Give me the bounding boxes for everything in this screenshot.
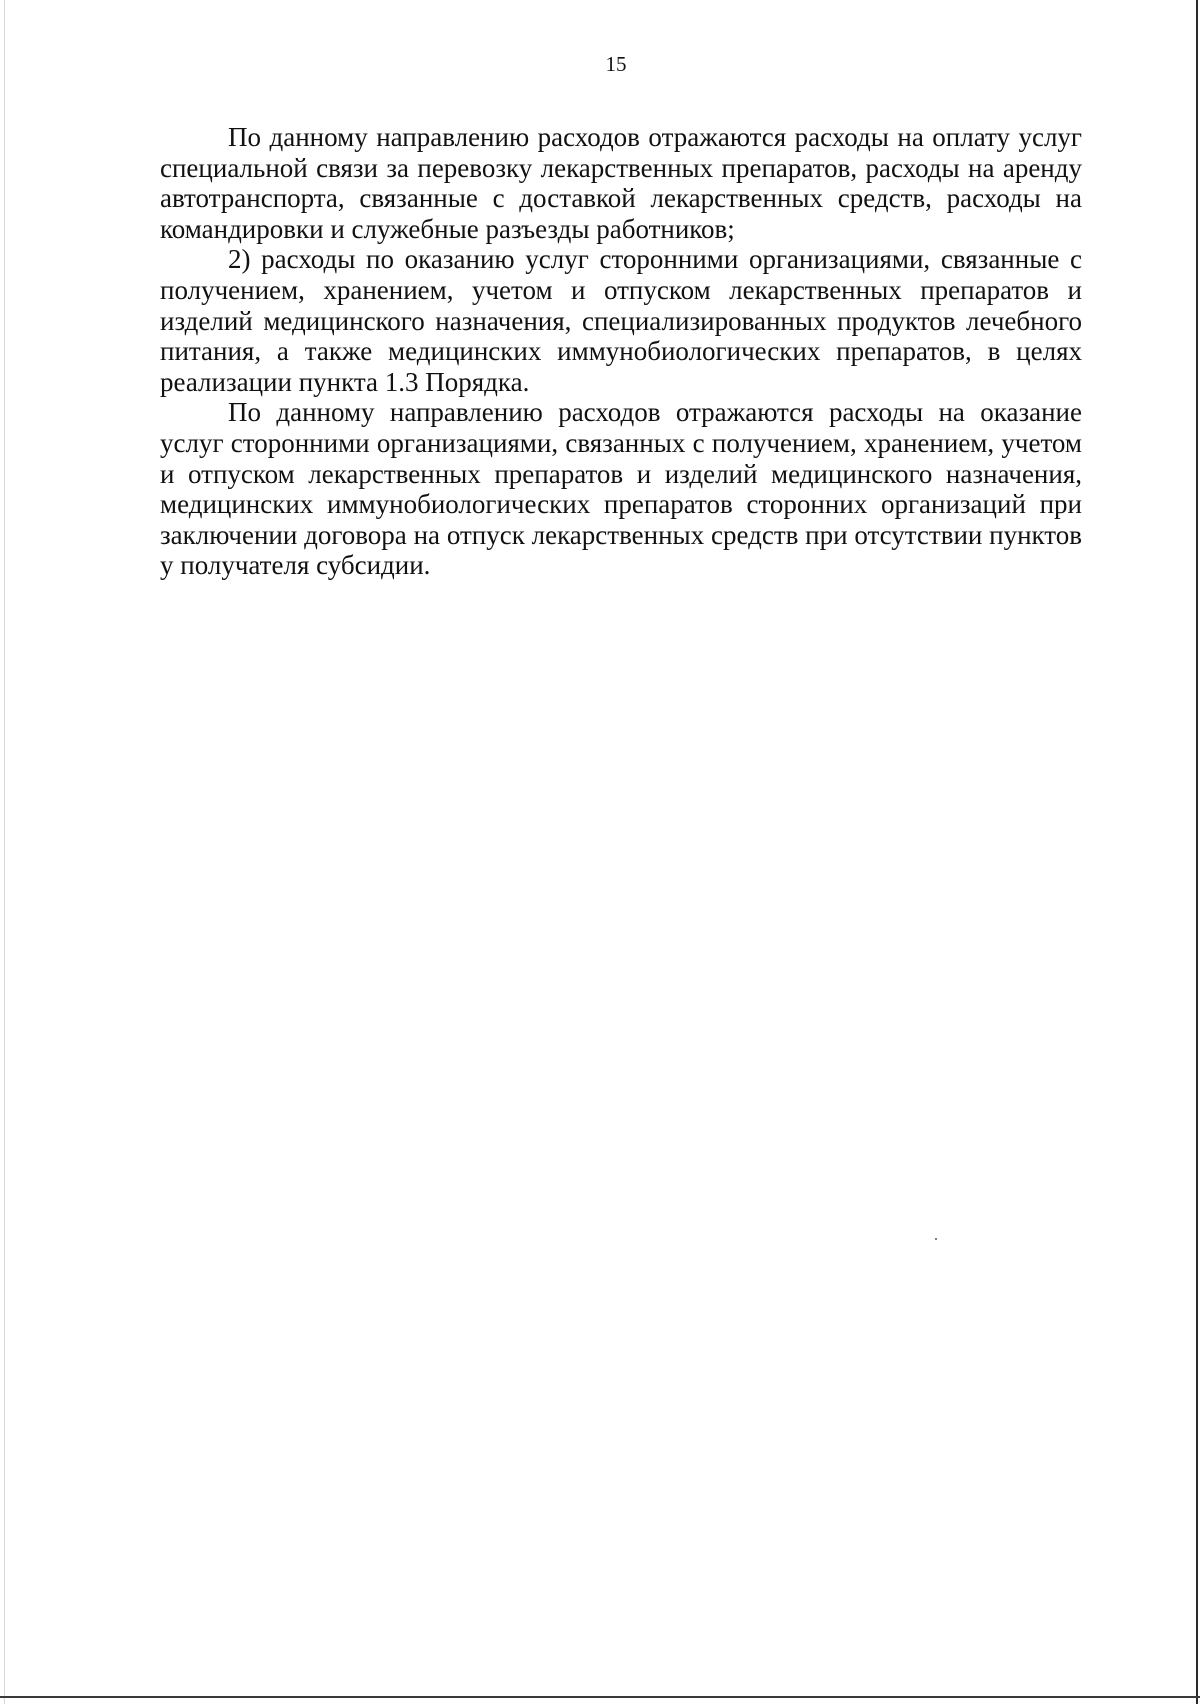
paragraph-1: По данному направлению расходов отражаются расходы на оплату услуг специальной связи за перевозку лекарственных препаратов, расходы на аренду автотранспорта, связанные с доставкой лекарственных средств, расходы на командировки и служебные разъезды работников; <box>160 122 1082 244</box>
scan-speck <box>935 1238 937 1240</box>
scan-right-edge <box>1196 0 1198 1704</box>
scan-bottom-edge <box>0 1696 1200 1698</box>
paragraph-2: 2) расходы по оказанию услуг сторонними организациями, связанные с получением, хранением, учетом и отпуском лекарственных препаратов и изделий медицинского назначения, специализированных продуктов лечебного питания, а также медицинских иммунобиологических препаратов, в целях реализации пункта 1.3 Порядка. <box>160 244 1082 397</box>
document-body <box>160 122 1082 581</box>
scan-left-edge <box>4 0 5 1704</box>
page-number: 15 <box>605 52 627 76</box>
paragraph-3: По данному направлению расходов отражаются расходы на оказание услуг сторонними организациями, связанных с получением, хранением, учетом и отпуском лекарственных препаратов и изделий медицинского назначения, медицинских иммунобиологических препаратов сторонних организаций при заключении договора на отпуск лекарственных средств при отсутствии пунктов у получателя субсидии. <box>160 397 1082 581</box>
